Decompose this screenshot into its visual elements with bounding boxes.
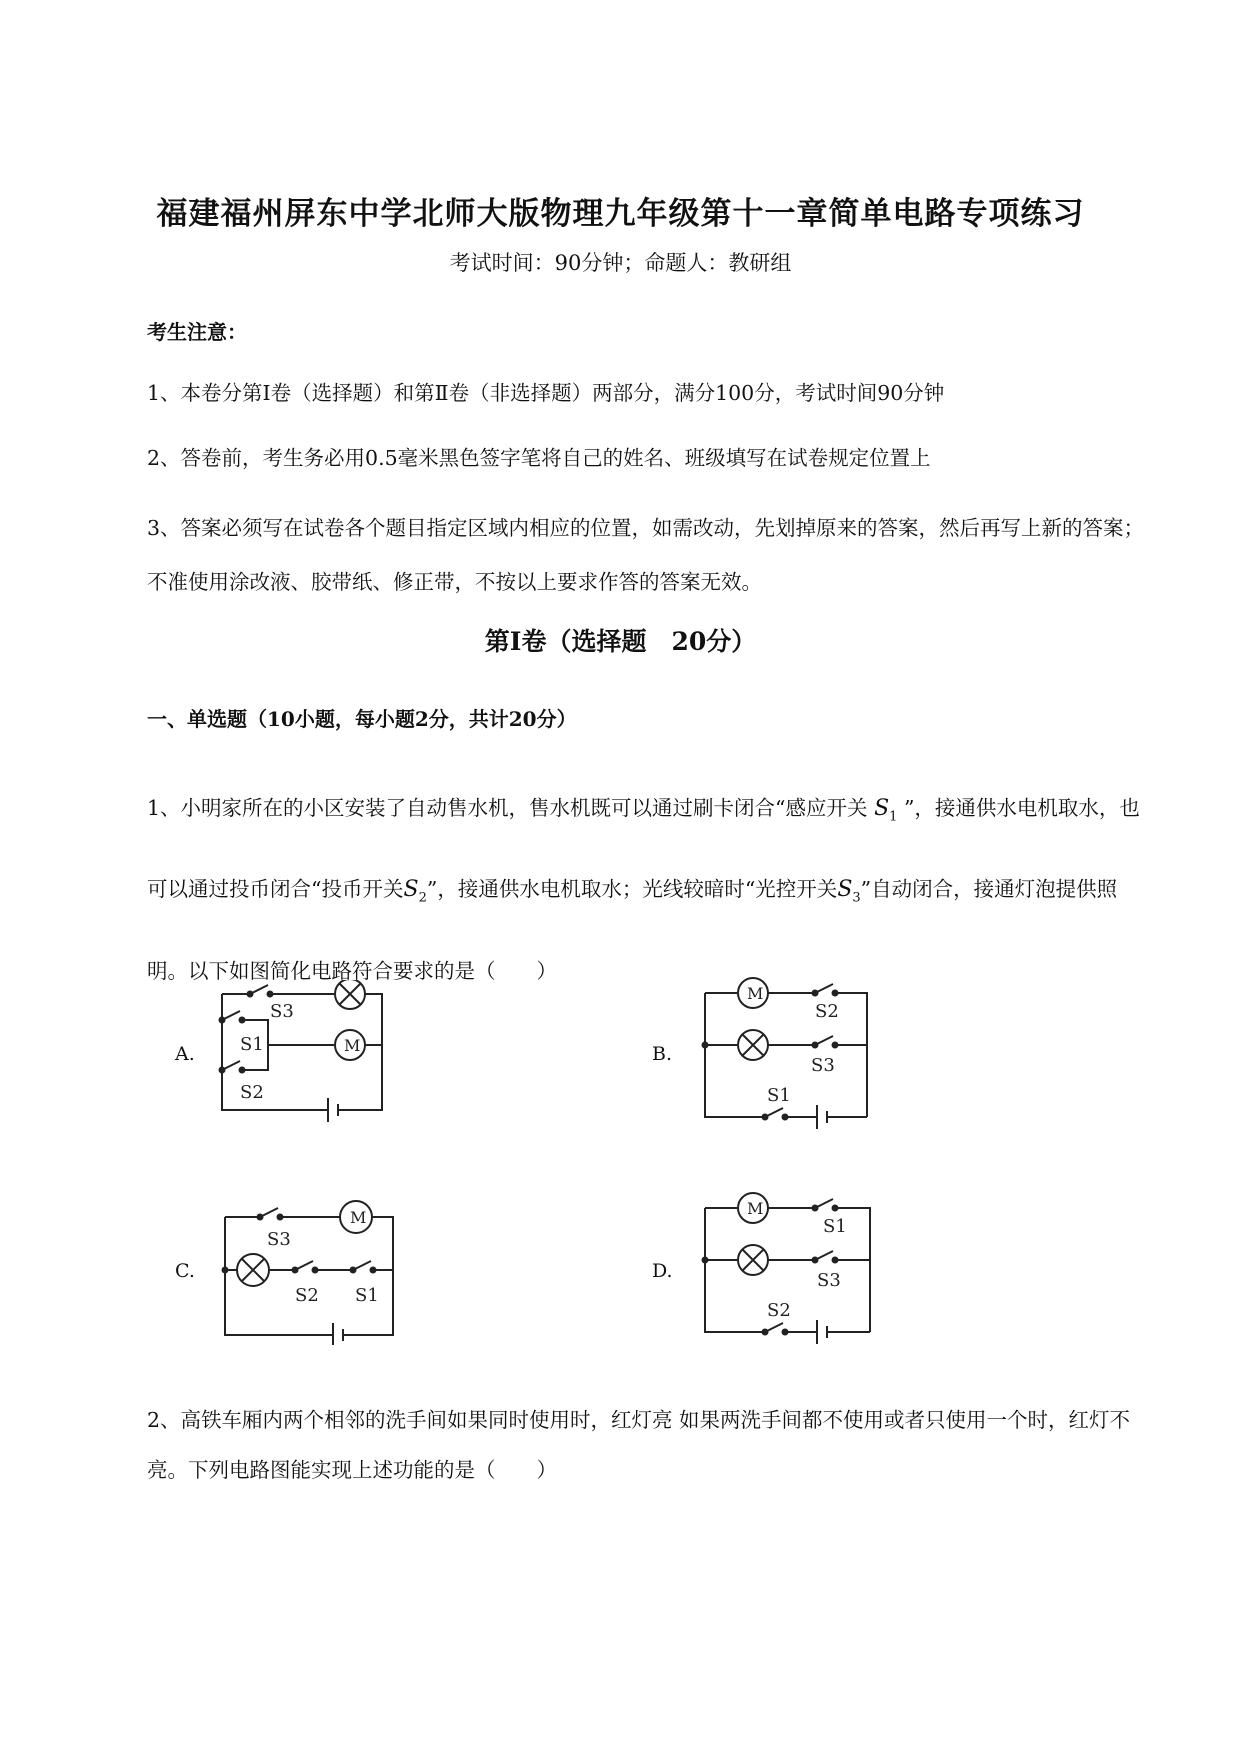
motor-m-label: M (747, 984, 764, 1003)
q1-text-part-3: ”，接通供水电机取水；光线较暗时“光控开关 (426, 877, 838, 902)
notice-item-3: 3、答案必须写在试卷各个题目指定区域内相应的位置，如需改动，先划掉原来的答案，然后再写上新的答案；不准使用涂改液、胶带纸、修正带，不按以上要求作答的答案无效。 (147, 516, 1145, 594)
switch-label-b-top: S2 (815, 1001, 839, 1022)
option-b-circuit[interactable] (695, 975, 885, 1130)
option-b-label[interactable]: B. (652, 1043, 673, 1065)
part-heading: 一、单选题（10小题，每小题2分，共计20分） (147, 707, 577, 731)
switch-label-c-top: S3 (267, 1229, 291, 1250)
switch-label-d-bot: S2 (767, 1300, 791, 1321)
motor-m-label: M (344, 1036, 361, 1055)
q1-text-part-4: ”自动闭合，接通灯泡提供照明。以下如图简化电路符合要求的是（ ） (147, 877, 1118, 983)
switch-label-b-mid: S3 (811, 1055, 835, 1076)
switch-s2-symbol: $S_2$ (403, 877, 427, 906)
q1-text-part-1: 1、小明家所在的小区安装了自动售水机，售水机既可以通过刷卡闭合“感应开关 (147, 796, 868, 820)
option-c-label[interactable]: C. (175, 1260, 195, 1282)
switch-label-d-top: S1 (823, 1216, 847, 1237)
exam-info: 考试时间：90分钟；命题人：教研组 (449, 251, 792, 275)
switch-s1-symbol: $S_1$ (874, 796, 898, 825)
option-a-circuit[interactable] (210, 980, 410, 1125)
question-1-text (147, 772, 1157, 1007)
switch-label-a-bot: S2 (240, 1082, 264, 1103)
switch-s3-symbol: $S_3$ (837, 877, 861, 906)
switch-label-d-mid: S3 (817, 1270, 841, 1291)
motor-m-label: M (350, 1208, 367, 1227)
switch-label-a-top: S3 (270, 1001, 294, 1022)
notice-item-2: 2、答卷前，考生务必用0.5毫米黑色签字笔将自己的姓名、班级填写在试卷规定位置上 (147, 446, 931, 470)
section-title: 第I卷（选择题 20分） (484, 627, 757, 656)
switch-label-c-bot: S1 (355, 1285, 379, 1306)
q1-text-part-2: ”，接通供水电机取水，也可以通过投币闭合“投币开关 (147, 796, 1140, 902)
switch-label-a-mid: S1 (240, 1034, 264, 1055)
question-2-text: 2、高铁车厢内两个相邻的洗手间如果同时使用时，红灯亮 如果两洗手间都不使用或者只使用一个时，红灯不亮。下列电路图能实现上述功能的是（ ） (147, 1408, 1131, 1482)
motor-m-label: M (747, 1199, 764, 1218)
page-title: 福建福州屏东中学北师大版物理九年级第十一章简单电路专项练习 (156, 196, 1085, 232)
option-c-circuit[interactable] (215, 1195, 415, 1345)
option-d-label[interactable]: D. (652, 1260, 673, 1282)
switch-label-c-mid: S2 (295, 1285, 319, 1306)
switch-label-b-bot: S1 (767, 1085, 791, 1106)
option-d-circuit[interactable] (695, 1190, 885, 1345)
notice-heading: 考生注意： (147, 320, 247, 344)
option-a-label[interactable]: A. (175, 1043, 195, 1065)
notice-item-1: 1、本卷分第I卷（选择题）和第Ⅱ卷（非选择题）两部分，满分100分，考试时间90分钟 (147, 381, 945, 405)
